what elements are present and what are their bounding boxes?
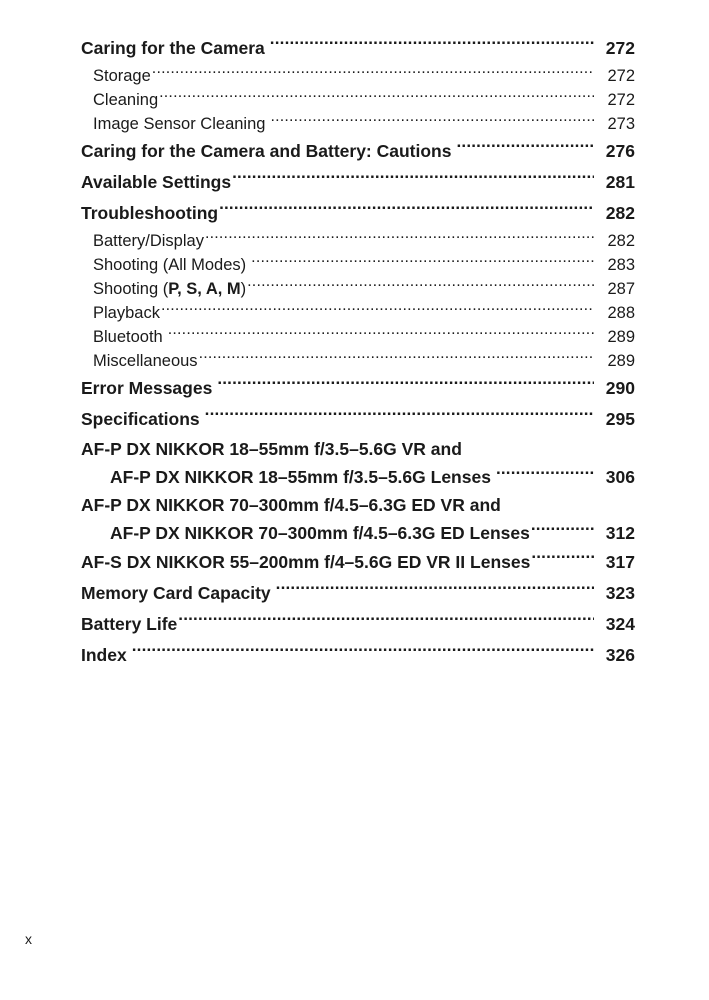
- toc-entry[interactable]: [93, 301, 635, 325]
- toc-entry[interactable]: [81, 373, 635, 404]
- toc-entry[interactable]: [93, 349, 635, 373]
- toc-entry-title: Caring for the Camera and Battery: Cautions: [81, 141, 452, 161]
- dot-leader: [199, 350, 594, 367]
- toc-entry[interactable]: [81, 33, 635, 64]
- toc-entry[interactable]: [81, 435, 635, 491]
- dot-leader: [205, 230, 594, 247]
- toc-entry[interactable]: [81, 609, 635, 640]
- toc-page-number: 306: [605, 467, 635, 487]
- toc-entry[interactable]: [81, 404, 635, 435]
- dot-leader: [456, 140, 594, 158]
- dot-leader: [178, 613, 594, 631]
- toc-page-number: 283: [607, 256, 635, 274]
- toc-entry-title-line1: AF-P DX NIKKOR 18–55mm f/3.5–5.6G VR and: [81, 439, 462, 459]
- toc-entry[interactable]: [93, 64, 635, 88]
- toc-page-number: 273: [607, 115, 635, 133]
- toc-entry[interactable]: [93, 112, 635, 136]
- dot-leader: [270, 37, 594, 55]
- toc-page-number: 282: [607, 232, 635, 250]
- toc-page-number: 287: [607, 280, 635, 298]
- toc-entry-title: Index: [81, 645, 127, 665]
- toc-entry-title: Battery/Display: [93, 232, 204, 250]
- toc-entry[interactable]: [81, 198, 635, 229]
- toc-entry[interactable]: [93, 253, 635, 277]
- toc-entry[interactable]: [81, 578, 635, 609]
- toc-entry-title: AF-S DX NIKKOR 55–200mm f/4–5.6G ED VR II Lenses: [81, 552, 531, 572]
- toc-entry-title: Memory Card Capacity: [81, 583, 271, 603]
- toc-title-mode-letters: P, S, A, M: [168, 280, 241, 298]
- toc-page-number: 272: [605, 38, 635, 58]
- toc-page-number: 317: [605, 552, 635, 572]
- dot-leader: [531, 522, 594, 540]
- toc-entry-title: Battery Life: [81, 614, 178, 634]
- dot-leader: [168, 326, 594, 343]
- dot-leader: [531, 551, 594, 569]
- dot-leader: [217, 377, 594, 395]
- toc-entry-title: Playback: [93, 304, 160, 322]
- toc-entry-line2: [110, 519, 635, 547]
- toc-entry[interactable]: [81, 640, 635, 671]
- toc-page-number: 324: [605, 614, 635, 634]
- toc-entry[interactable]: [81, 547, 635, 578]
- toc-page-number: 276: [605, 141, 635, 161]
- dot-leader: [219, 202, 594, 220]
- dot-leader: [205, 408, 594, 426]
- toc-title-suffix: ): [240, 280, 247, 298]
- dot-leader: [251, 254, 594, 271]
- toc-entry-line2: [110, 463, 635, 491]
- toc-entry-title: Error Messages: [81, 378, 213, 398]
- dot-leader: [270, 113, 594, 130]
- dot-leader: [276, 582, 594, 600]
- toc-page-number: 272: [607, 67, 635, 85]
- toc-entry[interactable]: [93, 88, 635, 112]
- dot-leader: [161, 302, 594, 319]
- toc-entry-title: Shooting (All Modes): [93, 256, 247, 274]
- toc-entry[interactable]: [93, 229, 635, 253]
- toc-page-number: 289: [607, 352, 635, 370]
- toc-entry-title: Bluetooth: [93, 328, 163, 346]
- toc-page-number: 281: [605, 172, 635, 192]
- dot-leader: [132, 644, 594, 662]
- toc-entry-title: Miscellaneous: [93, 352, 198, 370]
- dot-leader: [152, 65, 594, 82]
- toc-entry-title: [93, 277, 246, 301]
- toc-page-number: 272: [607, 91, 635, 109]
- toc-page-number: 289: [607, 328, 635, 346]
- toc-entry[interactable]: [93, 277, 635, 301]
- toc-title-prefix: Shooting (: [93, 280, 169, 298]
- toc-page-number: 295: [605, 409, 635, 429]
- toc-page-number: 288: [607, 304, 635, 322]
- page-folio-number: x: [25, 931, 32, 947]
- toc-entry-title-line2: AF-P DX NIKKOR 70–300mm f/4.5–6.3G ED Lenses: [110, 523, 530, 543]
- toc-entry-title-line1: AF-P DX NIKKOR 70–300mm f/4.5–6.3G ED VR and: [81, 495, 501, 515]
- toc-page-number: 282: [605, 203, 635, 223]
- dot-leader: [247, 278, 594, 295]
- dot-leader: [232, 171, 594, 189]
- dot-leader: [496, 466, 594, 484]
- toc-page-number: 312: [605, 523, 635, 543]
- toc-page-number: 326: [605, 645, 635, 665]
- toc-entry-title: Storage: [93, 67, 151, 85]
- toc-entry[interactable]: [81, 136, 635, 167]
- dot-leader: [159, 89, 594, 106]
- toc-entry[interactable]: [81, 491, 635, 547]
- toc-page-number: 290: [605, 378, 635, 398]
- toc-page-number: 323: [605, 583, 635, 603]
- toc-entry-title: Specifications: [81, 409, 200, 429]
- toc-entry-title: Caring for the Camera: [81, 38, 265, 58]
- toc-entry[interactable]: [81, 167, 635, 198]
- toc-entry-title: Image Sensor Cleaning: [93, 115, 266, 133]
- toc-entry[interactable]: [93, 325, 635, 349]
- toc-entry-title: Available Settings: [81, 172, 232, 192]
- toc-entry-title: Cleaning: [93, 91, 159, 109]
- toc-entry-title: Troubleshooting: [81, 203, 219, 223]
- toc-entry-title-line2: AF-P DX NIKKOR 18–55mm f/3.5–5.6G Lenses: [110, 467, 491, 487]
- table-of-contents: [81, 33, 635, 671]
